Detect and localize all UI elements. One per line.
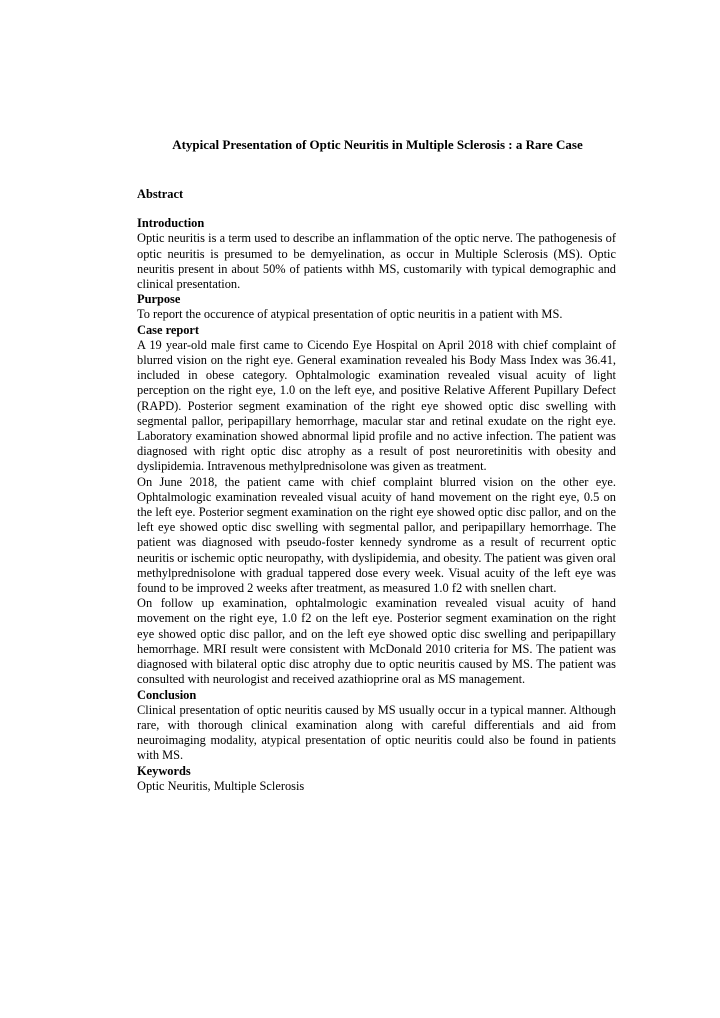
document-body <box>137 137 616 794</box>
case-report-paragraph-1: A 19 year-old male first came to Cicendo Eye Hospital on April 2018 with chief complaint of blurred vision on the right eye. General examination revealed his Body Mass Index was 36.41, included in obese category. Ophtalmologic examination revealed visual acuity of light perception on the right eye, 1.0 on the left eye, and positive Relative Afferent Pupillary Defect (RAPD). Posterior segment examination of the right eye showed optic disc swelling with segmental pallor, peripapillary hemorrhage, macular star and retinal exudate on the right eye. Laboratory examination showed abnormal lipid profile and no active infection. The patient was diagnosed with right optic disc atrophy as a result of post neuroretinitis with obesity and dyslipidemia. Intravenous methylprednisolone was given as treatment. <box>137 337 616 474</box>
keywords-text: Optic Neuritis, Multiple Sclerosis <box>137 778 305 793</box>
conclusion-heading: Conclusion <box>137 687 197 702</box>
keywords-heading: Keywords <box>137 763 191 778</box>
introduction-heading: Introduction <box>137 216 205 231</box>
purpose-text: To report the occurence of atypical presentation of optic neuritis in a patient with MS. <box>137 307 563 322</box>
conclusion-text: Clinical presentation of optic neuritis caused by MS usually occur in a typical manner. Although rare, with thorough clinical examination along with careful differentials and aid from neuroimaging modality, atypical presentation of optic neuritis could also be found in patients with MS. <box>137 702 616 763</box>
case-report-heading: Case report <box>137 322 200 337</box>
introduction-text: Optic neuritis is a term used to describe an inflammation of the optic nerve. The pathogenesis of optic neuritis is presumed to be demyelination, as occur in Multiple Sclerosis (MS). Optic neuritis present in about 50% of patients withh MS, customarily with typical demographic and clinical presentation. <box>137 231 616 292</box>
case-report-paragraph-2: On June 2018, the patient came with chief complaint blurred vision on the other eye. Ophtalmologic examination revealed visual acuity of hand movement on the right eye, 0.5 on the left eye. Posterior segment examination on the right eye showed optic disc pallor, and on the left eye showed optic disc swelling with segmental pallor, and peripapillary hemorrhage. The patient was diagnosed with pseudo-foster kennedy syndrome as a result of recurrent optic neuritis or ischemic optic neuropathy, with dyslipidemia, and obesity. The patient was given oral methylprednisolone with gradual tappered dose every week. Visual acuity of the left eye was found to be improved 2 weeks after treatment, as measured 1.0 f2 with snellen chart. <box>137 474 616 596</box>
abstract-heading: Abstract <box>137 187 184 201</box>
case-report-paragraph-3: On follow up examination, ophtalmologic examination revealed visual acuity of hand movement on the right eye, 1.0 f2 on the left eye. Posterior segment examination on the right eye showed optic disc pallor, and on the left eye showed optic disc swelling and peripapillary hemorrhage. MRI result were consistent with McDonald 2010 criteria for MS. The patient was diagnosed with bilateral optic disc atrophy due to optic neuritis caused by MS. The patient was consulted with neurologist and received azathioprine oral as MS management. <box>137 596 616 687</box>
paper-title: Atypical Presentation of Optic Neuritis in Multiple Sclerosis : a Rare Case <box>172 137 583 152</box>
purpose-heading: Purpose <box>137 292 181 307</box>
